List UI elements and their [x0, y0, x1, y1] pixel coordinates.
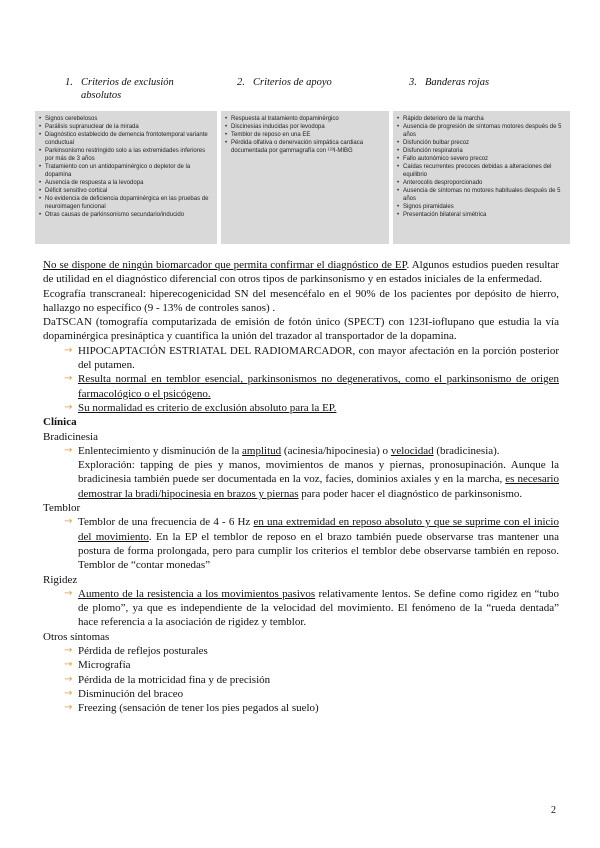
- exclusion-criteria-heading: 1. Criterios de exclusión absolutos: [65, 77, 174, 101]
- arrow-icon: →: [64, 687, 73, 699]
- list-item: • Caídas recurrentes precoces debidas a alteraciones del equilibrio: [403, 163, 567, 179]
- list-item: → Temblor de una frecuencia de 4 - 6 Hz en una extremidad en reposo absoluto y que se suprime con el inicio del movimiento. En la EP el temblor de reposo en el brazo también puede observarse tras mantener una postura de forma prolongada, pero para cumplir los criterios el temblor debe observarse también en reposo. Temblor de “contar monedas”: [64, 516, 559, 572]
- bradicinesia-heading: Bradicinesia: [43, 430, 98, 443]
- list-item: • Anterocolis desproporcionado: [403, 179, 567, 187]
- red-flags-list: [396, 115, 567, 219]
- arrow-icon: →: [64, 344, 73, 356]
- arrow-icon: →: [64, 645, 73, 657]
- otros-sintomas-heading: Otros síntomas: [43, 630, 110, 643]
- page-number: 2: [551, 805, 556, 816]
- list-item: → Micrografía: [64, 659, 131, 672]
- list-item: • Fallo autonómico severo precoz: [403, 155, 567, 163]
- list-item: • Ausencia de respuesta a la levodopa: [45, 179, 214, 187]
- bradicinesia-list: [43, 444, 559, 501]
- list-item: → Resulta normal en temblor esencial, parkinsonismos no degenerativos, como el parkinsonismo de origen farmacológico o el psicógeno.: [64, 373, 559, 400]
- intro-paragraph: No se dispone de ningún biomarcador que permita confirmar el diagnóstico de EP. Algunos estudios pueden resultar de utilidad en el diagnóstico diferencial con otros tipos de parkinsonismo y en estados iniciales de la enfermedad.: [43, 259, 559, 286]
- eco-paragraph: Ecografía transcraneal: hiperecogenicidad SN del mesencéfalo en el 90% de los pacientes por depósito de hierro, hallazgo no específico (9 - 13% de controles sanos) .: [43, 287, 559, 314]
- otros-sintomas-list: [43, 644, 559, 715]
- temblor-heading: Temblor: [43, 502, 81, 515]
- list-item: → Pérdida de reflejos posturales: [64, 645, 208, 658]
- list-item: • Parálisis supranuclear de la mirada: [45, 123, 214, 131]
- support-criteria-box: [221, 111, 389, 244]
- list-item: • Rápido deterioro de la marcha: [403, 115, 567, 123]
- rigidez-list: [43, 587, 559, 630]
- arrow-icon: →: [64, 587, 73, 599]
- list-item: • No evidencia de deficiencia dopaminérgica en las pruebas de neuroimagen funcional: [45, 195, 214, 211]
- list-item: → Pérdida de la motricidad fina y de precisión: [64, 673, 271, 686]
- list-item: • Déficit sensitivo cortical: [45, 187, 214, 195]
- arrow-icon: →: [64, 516, 73, 528]
- list-item: → HIPOCAPTACIÓN ESTRIATAL DEL RADIOMARCADOR, con mayor afectación en la porción posterior del putamen.: [64, 344, 559, 372]
- arrow-icon: →: [64, 673, 73, 685]
- list-item: • Temblor de reposo en una EE: [231, 131, 386, 139]
- arrow-icon: →: [64, 373, 73, 385]
- criteria-figure: [35, 76, 570, 244]
- arrow-icon: →: [64, 444, 73, 456]
- list-item: • Signos piramidales: [403, 203, 567, 211]
- datscan-list: [43, 344, 559, 415]
- list-item: • Signos cerebelosos: [45, 115, 214, 123]
- list-item: → Enlentecimiento y disminución de la amplitud (acinesia/hipocinesia) o velocidad (bradicinesia). Exploración: tapping de pies y manos, movimientos de manos y piernas, pronosupinación. Aunque la bradicinesia también puede ser documentada en la voz, facies, dominios axiales y en la marcha, es necesario demostrar la bradi/hipocinesia en brazos y piernas para poder hacer el diagnóstico de parkinsonismo.: [64, 444, 559, 500]
- list-item: • Disfunción respiratoria: [403, 147, 567, 155]
- document-body: [43, 258, 559, 716]
- rigidez-heading: Rigidez: [43, 573, 78, 586]
- datscan-paragraph: DaTSCAN (tomografía computarizada de emisión de fotón único (SPECT) con 123I-ioflupano que estudia la vía dopaminérgica presináptica y cuantifica la unión del trazador al transportador de la dopamina.: [43, 316, 559, 343]
- list-item: • Ausencia de progresión de síntomas motores después de 5 años: [403, 123, 567, 139]
- list-item: → Disminución del braceo: [64, 687, 184, 700]
- list-item: → Freezing (sensación de tener los pies pegados al suelo): [64, 702, 319, 715]
- arrow-icon: →: [64, 702, 73, 714]
- support-criteria-list: [224, 115, 386, 155]
- list-item: → Su normalidad es criterio de exclusión absoluto para la EP.: [64, 401, 337, 414]
- list-item: • Respuesta al tratamiento dopaminérgico: [231, 115, 386, 123]
- red-flags-heading: 3. Banderas rojas: [409, 77, 490, 88]
- list-item: • Diagnóstico establecido de demencia frontotemporal variante conductual: [45, 131, 214, 147]
- list-item: • Presentación bilateral simétrica: [403, 211, 567, 219]
- clinica-heading: Clínica: [43, 416, 77, 429]
- list-item: • Ausencia de síntomas no motores habituales después de 5 años: [403, 187, 567, 203]
- list-item: → Aumento de la resistencia a los movimientos pasivos relativamente lentos. Se define como rigidez en “tubo de plomo”, ya que es independiente de la velocidad del movimiento. El fenómeno de la “rueda dentada” hace referencia a la asociación de rigidez y temblor.: [64, 587, 559, 629]
- exclusion-criteria-box: [35, 111, 217, 244]
- list-item: • Disfunción bulbar precoz: [403, 139, 567, 147]
- list-item: • Pérdida olfativa o denervación simpática cardiaca documentada por gammagrafía con ¹²³I-MIBG: [231, 139, 386, 155]
- exclusion-criteria-list: [38, 115, 214, 219]
- support-criteria-heading: 2. Criterios de apoyo: [237, 77, 332, 88]
- red-flags-box: [393, 111, 570, 244]
- list-item: • Otras causas de parkinsonismo secundario/inducido: [45, 211, 214, 219]
- arrow-icon: →: [64, 401, 73, 413]
- temblor-list: [43, 515, 559, 572]
- list-item: • Discinesias inducidas por levodopa: [231, 123, 386, 131]
- arrow-icon: →: [64, 659, 73, 671]
- list-item: • Parkinsonismo restringido solo a las extremidades inferiores por más de 3 años: [45, 147, 214, 163]
- list-item: • Tratamiento con un antidopaminérgico o depletor de la dopamina: [45, 163, 214, 179]
